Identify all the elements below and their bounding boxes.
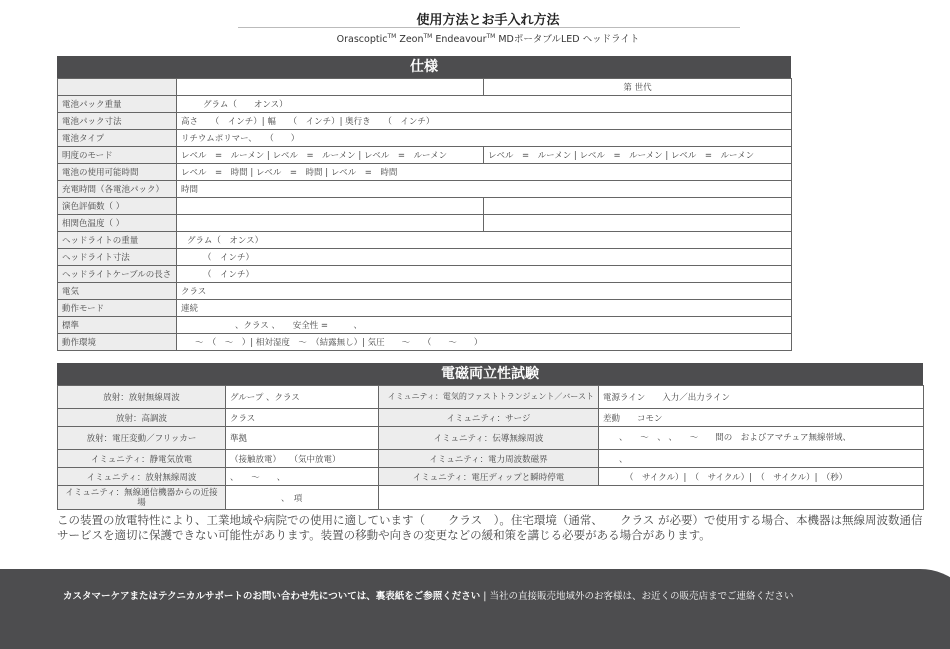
emc-label: 放射：放射無線周波 — [58, 386, 226, 409]
spec-label: 動作モード — [58, 300, 177, 317]
table-row — [58, 96, 792, 113]
table-row — [58, 300, 792, 317]
spec-value — [177, 198, 484, 215]
emc-value: 差動 コモン — [599, 409, 924, 427]
spec-value: リチウムポリマー、 （ ） — [177, 130, 792, 147]
table-row — [58, 198, 792, 215]
table-row — [58, 164, 792, 181]
emc-value: 、 項 — [226, 486, 379, 510]
emc-label: 放射：高調波 — [58, 409, 226, 427]
emc-label: イミュニティ：サージ — [379, 409, 599, 427]
emc-value: グループ 、クラス — [226, 386, 379, 409]
product-name: MDポータブルLED ヘッドライト — [498, 34, 640, 45]
table-row — [58, 266, 792, 283]
spec-section — [57, 56, 791, 351]
spec-label: 電池の使用可能時間 — [58, 164, 177, 181]
spec-label: 電気 — [58, 283, 177, 300]
spec-value — [177, 215, 484, 232]
spec-value: （ インチ） — [177, 266, 792, 283]
table-row — [58, 450, 924, 468]
emc-label: イミュニティ：静電気放電 — [58, 450, 226, 468]
footer-dealer-text: | 当社の直接販売地域外のお客様は、お近くの販売店までご連絡ください — [480, 591, 794, 602]
table-row — [58, 147, 792, 164]
table-row — [58, 317, 792, 334]
emc-value-blank — [379, 486, 924, 510]
spec-header-blank — [58, 79, 177, 96]
spec-value: グラム（ オンス） — [177, 232, 792, 249]
emc-label: イミュニティ：伝導無線周波 — [379, 427, 599, 450]
emc-note: この装置の放電特性により、工業地域や病院での使用に適しています（ クラス ）。住宅環境（通常、 クラス が必要）で使用する場合、本機器は無線周波数通信サービスを適切に保護できない可能性があります。装置の移動や向きの変更などの緩和策を講じる必要がある場合があります。 — [57, 513, 923, 542]
table-row — [58, 249, 792, 266]
table-row — [58, 409, 924, 427]
spec-label: ヘッドライト寸法 — [58, 249, 177, 266]
emc-value: 準拠 — [226, 427, 379, 450]
emc-label: イミュニティ：電気的ファストトランジェント／バースト — [379, 386, 599, 409]
table-row — [58, 427, 924, 450]
product-subtitle — [0, 31, 950, 45]
spec-title: 仕様 — [57, 56, 791, 78]
table-row — [58, 181, 792, 198]
table-row — [58, 386, 924, 409]
table-row — [58, 468, 924, 486]
emc-section — [57, 363, 923, 510]
spec-value: クラス — [177, 283, 792, 300]
spec-label: 動作環境 — [58, 334, 177, 351]
spec-value: レベル = 時間 | レベル = 時間 | レベル = 時間 — [177, 164, 792, 181]
spec-value-2 — [484, 215, 792, 232]
spec-value-2 — [484, 198, 792, 215]
spec-label: 相関色温度（ ） — [58, 215, 177, 232]
footer-support-text: カスタマーケアまたはテクニカルサポートのお問い合わせ先については、裏表紙をご参照ください — [63, 591, 481, 602]
header-divider — [238, 27, 740, 28]
spec-label: ヘッドライトケーブルの長さ — [58, 266, 177, 283]
spec-value-2: レベル = ルーメン | レベル = ルーメン | レベル = ルーメン — [484, 147, 792, 164]
spec-value: 高さ （ インチ）| 幅 （ インチ）| 奥行き （ インチ） — [177, 113, 792, 130]
emc-value: 、 — [599, 450, 924, 468]
emc-label: イミュニティ：無線通信機器からの近接場 — [58, 486, 226, 510]
spec-value: ～ （ ～ ）| 相対湿度 ～ （結露無し）| 気圧 ～ （ ～ ） — [177, 334, 792, 351]
trademark-mark: TM — [486, 32, 496, 40]
spec-value: 時間 — [177, 181, 792, 198]
emc-label: イミュニティ：電力周波数磁界 — [379, 450, 599, 468]
emc-title: 電磁両立性試験 — [57, 363, 923, 385]
table-row — [58, 79, 792, 96]
emc-value: （ サイクル）| （ サイクル）| （ サイクル）| （秒） — [599, 468, 924, 486]
table-row — [58, 232, 792, 249]
footer — [0, 587, 950, 615]
spec-label: 電池パック寸法 — [58, 113, 177, 130]
spec-label: 演色評価数（ ） — [58, 198, 177, 215]
spec-generation: 第 世代 — [484, 79, 792, 96]
spec-value: 連続 — [177, 300, 792, 317]
emc-table — [57, 385, 924, 510]
spec-value: グラム（ オンス） — [177, 96, 792, 113]
emc-label: イミュニティ：電圧ディップと瞬時停電 — [379, 468, 599, 486]
brand-zeon: Zeon — [399, 34, 424, 45]
spec-label: 明度のモード — [58, 147, 177, 164]
spec-label: ヘッドライトの重量 — [58, 232, 177, 249]
emc-value: クラス — [226, 409, 379, 427]
emc-value: （接触放電） （気中放電） — [226, 450, 379, 468]
emc-value: 、 ～ 、 、 ～ 間の およびアマチュア無線帯域、 — [599, 427, 924, 450]
brand-orascoptic: Orascoptic — [336, 34, 388, 45]
emc-value: 、 ～ 、 — [226, 468, 379, 486]
table-row — [58, 283, 792, 300]
spec-header-blank — [177, 79, 484, 96]
table-row — [58, 130, 792, 147]
spec-label: 電池タイプ — [58, 130, 177, 147]
spec-value: レベル = ルーメン | レベル = ルーメン | レベル = ルーメン — [177, 147, 484, 164]
spec-label: 電池パック重量 — [58, 96, 177, 113]
table-row — [58, 113, 792, 130]
trademark-mark: TM — [387, 32, 397, 40]
spec-value: （ インチ） — [177, 249, 792, 266]
spec-label: 標準 — [58, 317, 177, 334]
spec-label: 充電時間（各電池パック） — [58, 181, 177, 198]
emc-label: イミュニティ：放射無線周波 — [58, 468, 226, 486]
page-title: 使用方法とお手入れ方法 — [416, 13, 560, 28]
table-row — [58, 334, 792, 351]
table-row — [58, 215, 792, 232]
brand-endeavour: Endeavour — [435, 34, 487, 45]
spec-value: 、クラス 、 安全性 = 、 — [177, 317, 792, 334]
spec-table — [57, 78, 792, 351]
trademark-mark: TM — [423, 32, 433, 40]
table-row — [58, 486, 924, 510]
emc-label: 放射：電圧変動／フリッカー — [58, 427, 226, 450]
emc-value: 電源ライン 入力／出力ライン — [599, 386, 924, 409]
